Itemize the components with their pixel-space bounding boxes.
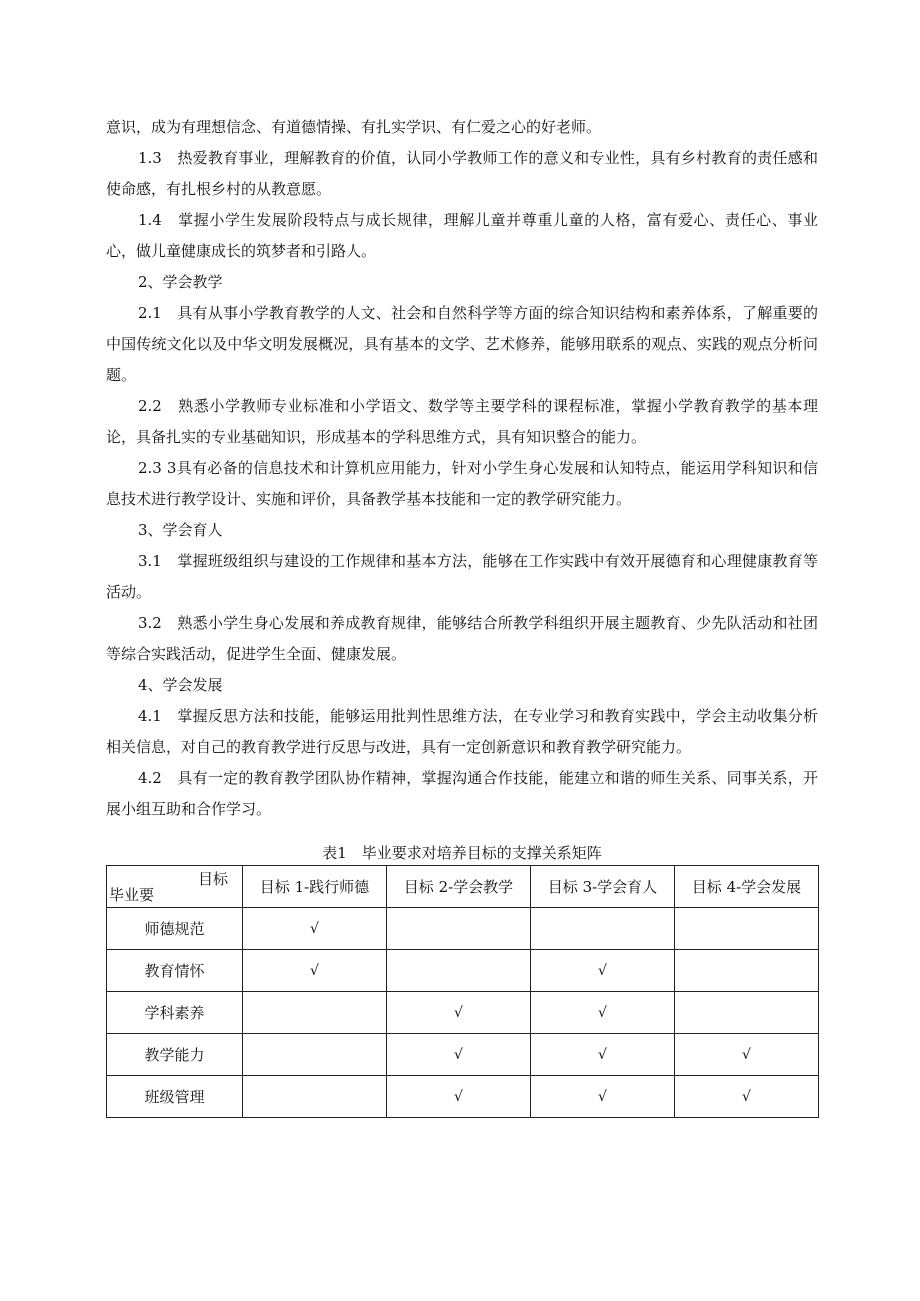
table-row [107, 992, 819, 1034]
column-header: 目标 3-学会育人 [531, 866, 675, 908]
paragraph-4-1: 4.1 掌握反思方法和技能，能够运用批判性思维方法，在专业学习和教育实践中，学会主动收集分析相关信息，对自己的教育教学进行反思与改进，具有一定创新意识和教育教学研究能力。 [106, 707, 818, 756]
paragraph-4-2: 4.2 具有一定的教育教学团队协作精神，掌握沟通合作技能，能建立和谐的师生关系、同事关系，开展小组互助和合作学习。 [106, 769, 818, 818]
table-row [107, 950, 819, 992]
section-heading-teaching: 2、学会教学 [138, 273, 223, 291]
paragraph-3-1: 3.1 掌握班级组织与建设的工作规律和基本方法，能够在工作实践中有效开展德育和心理健康教育等活动。 [106, 552, 818, 601]
paragraph-2-3: 2.3 3具有必备的信息技术和计算机应用能力，针对小学生身心发展和认知特点，能运用学科知识和信息技术进行教学设计、实施和评价，具备教学基本技能和一定的教学研究能力。 [106, 459, 818, 508]
row-label: 教学能力 [107, 1034, 243, 1076]
matrix-cell [243, 1076, 387, 1118]
section-heading-educating: 3、学会育人 [138, 521, 223, 539]
table-caption: 表1 毕业要求对培养目标的支撑关系矩阵 [322, 844, 602, 862]
paragraph-3-2: 3.2 熟悉小学生身心发展和养成教育规律，能够结合所教学科组织开展主题教育、少先队活动和社团等综合实践活动，促进学生全面、健康发展。 [106, 614, 818, 663]
paragraph-2-2: 2.2 熟悉小学教师专业标准和小学语文、数学等主要学科的课程标准，掌握小学教育教学的基本理论，具备扎实的专业基础知识，形成基本的学科思维方式，具有知识整合的能力。 [106, 397, 818, 446]
row-label: 师德规范 [107, 908, 243, 950]
matrix-cell: √ [387, 1076, 531, 1118]
matrix-cell: √ [243, 950, 387, 992]
document-body [106, 112, 818, 825]
matrix-cell [243, 992, 387, 1034]
matrix-cell: √ [531, 1076, 675, 1118]
matrix-cell: √ [387, 992, 531, 1034]
matrix-cell: √ [531, 1034, 675, 1076]
matrix-cell: √ [675, 1076, 819, 1118]
matrix-cell [387, 950, 531, 992]
corner-label-top: 目标 [197, 870, 228, 888]
column-header: 目标 2-学会教学 [387, 866, 531, 908]
row-label: 教育情怀 [107, 950, 243, 992]
column-header: 目标 4-学会发展 [675, 866, 819, 908]
paragraph-1-4: 1.4 掌握小学生发展阶段特点与成长规律，理解儿童并尊重儿童的人格，富有爱心、责任心、事业心，做儿童健康成长的筑梦者和引路人。 [106, 211, 818, 260]
matrix-cell: √ [531, 950, 675, 992]
paragraph-1-3: 1.3 热爱教育事业，理解教育的价值，认同小学教师工作的意义和专业性，具有乡村教育的责任感和使命感，有扎根乡村的从教意愿。 [106, 149, 818, 198]
table-header-row [107, 866, 819, 908]
matrix-cell: √ [675, 1034, 819, 1076]
table-corner-cell [107, 866, 243, 908]
matrix-cell [243, 1034, 387, 1076]
row-label: 班级管理 [107, 1076, 243, 1118]
row-label: 学科素养 [107, 992, 243, 1034]
matrix-cell: √ [387, 1034, 531, 1076]
matrix-cell [387, 908, 531, 950]
table-row [107, 908, 819, 950]
matrix-cell [675, 950, 819, 992]
table-row [107, 1076, 819, 1118]
matrix-cell: √ [531, 992, 675, 1034]
table-row [107, 1034, 819, 1076]
matrix-cell: √ [243, 908, 387, 950]
paragraph-continuation: 意识，成为有理想信念、有道德情操、有扎实学识、有仁爱之心的好老师。 [106, 118, 602, 136]
support-matrix-table [106, 865, 819, 1118]
matrix-cell [675, 992, 819, 1034]
matrix-cell [675, 908, 819, 950]
matrix-cell [531, 908, 675, 950]
section-heading-development: 4、学会发展 [138, 676, 223, 694]
column-header: 目标 1-践行师德 [243, 866, 387, 908]
corner-label-bottom: 毕业要 [109, 886, 155, 904]
paragraph-2-1: 2.1 具有从事小学教育教学的人文、社会和自然科学等方面的综合知识结构和素养体系，了解重要的中国传统文化以及中华文明发展概况，具有基本的文学、艺术修养，能够用联系的观点、实践的观点分析问题。 [106, 304, 818, 384]
